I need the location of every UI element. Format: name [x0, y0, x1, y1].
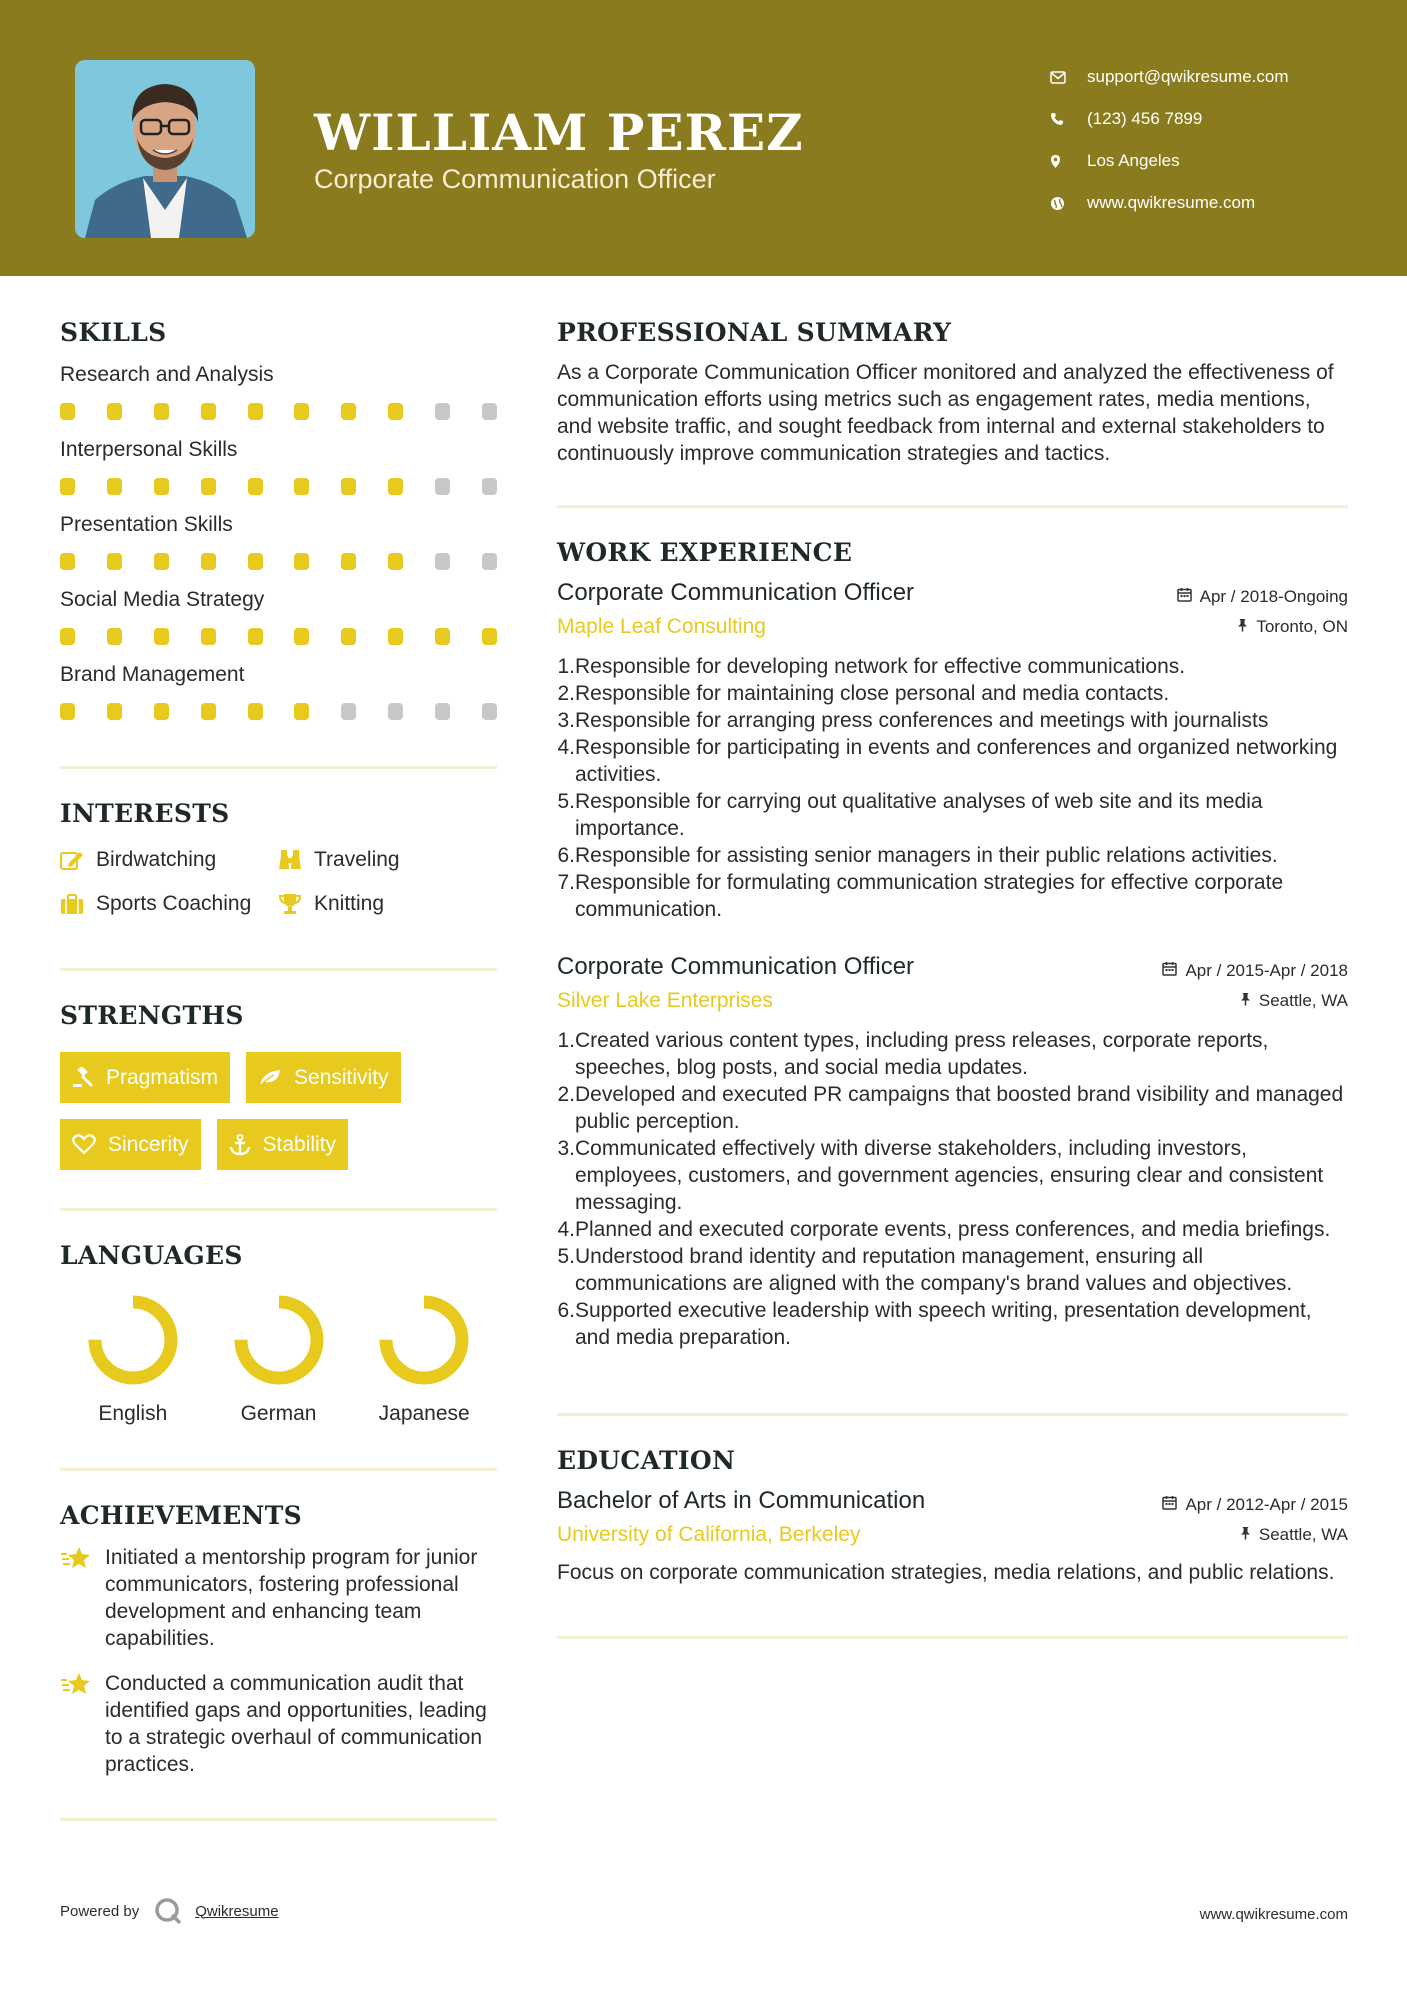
bullet-text: Communicated effectively with diverse stakeholders, including investors, employees, customers, and government agencies, ensuring clear and consistent messaging. [575, 1137, 1324, 1214]
education-date [1162, 1495, 1348, 1515]
experience-title: WORK EXPERIENCE [557, 538, 853, 567]
rating-dot-filled [248, 478, 263, 495]
rating-dot-empty [482, 478, 497, 495]
rating-dot-filled [107, 403, 122, 420]
skill-rating [60, 478, 497, 495]
strength-label: Sensitivity [294, 1065, 389, 1089]
strength-label: Sincerity [108, 1132, 189, 1156]
pushpin-icon [1240, 991, 1251, 1011]
leaf-icon [258, 1068, 282, 1088]
rating-dot-empty [435, 703, 450, 720]
job-entry [557, 579, 1348, 923]
briefcase-icon [60, 894, 96, 915]
bullet-text: Supported executive leadership with speech writing, presentation development, and media preparation. [575, 1299, 1312, 1349]
skill-rating [60, 403, 497, 420]
heart-icon [72, 1134, 96, 1155]
rating-dot-filled [154, 478, 169, 495]
section-divider [60, 968, 497, 971]
job-date-text: Apr / 2018-Ongoing [1199, 587, 1348, 606]
pushpin-icon [1237, 617, 1248, 637]
achievement-item [60, 1544, 497, 1652]
language-gauge [229, 1290, 329, 1390]
languages-section [60, 1241, 497, 1426]
binoculars-icon [278, 849, 314, 871]
rating-dot-filled [60, 478, 75, 495]
interest-label: Birdwatching [96, 848, 217, 871]
bullet-item: 2. Developed and executed PR campaigns that boosted brand visibility and managed public perception. [557, 1081, 1348, 1135]
bullet-item: 6. Responsible for assisting senior managers in their public relations activities. [557, 844, 1278, 867]
rating-dot-filled [341, 553, 356, 570]
resume-header [0, 0, 1407, 276]
rating-dot-filled [60, 403, 75, 420]
job-role: Corporate Communication Officer [557, 579, 915, 606]
rating-dot-filled [107, 703, 122, 720]
education-title: EDUCATION [557, 1446, 736, 1475]
phone-icon [1050, 112, 1087, 126]
job-role: Corporate Communication Officer [557, 953, 915, 980]
bullet-item: 7. Responsible for formulating communication strategies for effective corporate communication. [557, 869, 1348, 923]
experience-section [557, 538, 1348, 1351]
language-name: German [240, 1402, 317, 1425]
bullet-text: Responsible for developing network for effective communications. [575, 655, 1186, 678]
skill-name: Social Media Strategy [60, 588, 265, 611]
job-bullets [557, 1027, 1348, 1351]
rating-dot-empty [482, 553, 497, 570]
bullet-item: 1. Created various content types, including press releases, corporate reports, speeches, blog posts, and social media updates. [557, 1027, 1348, 1081]
bullet-item: 6. Supported executive leadership with speech writing, presentation development, and media preparation. [557, 1297, 1348, 1351]
rating-dot-filled [201, 628, 216, 645]
rating-dot-filled [435, 628, 450, 645]
skill-rating [60, 553, 497, 570]
languages-title: LANGUAGES [60, 1241, 243, 1270]
summary-text: As a Corporate Communication Officer monitored and analyzed the effectiveness of communication efforts using metrics such as engagement rates, media mentions, and website traffic, and sought feedback from internal and external stakeholders to continuously improve communication strategies and tactics. [557, 361, 1334, 465]
interest-label: Knitting [314, 892, 385, 915]
contact-phone-text: (123) 456 7899 [1087, 109, 1203, 128]
contact-location [1050, 140, 1289, 182]
rating-dot-empty [482, 703, 497, 720]
rating-dot-empty [435, 553, 450, 570]
education-section [557, 1446, 1348, 1586]
bullet-item: 3. Responsible for arranging press conferences and meetings with journalists [557, 709, 1269, 732]
envelope-icon [1050, 71, 1087, 84]
rating-dot-empty [341, 703, 356, 720]
skill-name: Brand Management [60, 663, 245, 686]
summary-title: PROFESSIONAL SUMMARY [557, 318, 952, 347]
anchor-icon [229, 1134, 251, 1156]
language-gauge [374, 1290, 474, 1390]
language-item [351, 1290, 497, 1426]
pencil-square-icon [60, 849, 96, 871]
education-entry [557, 1487, 1348, 1586]
achievement-text: Initiated a mentorship program for junior communicators, fostering professional development and enhancing team capabilities. [105, 1546, 478, 1650]
rating-dot-empty [435, 478, 450, 495]
skill-item [60, 588, 497, 645]
calendar-icon [1177, 587, 1192, 607]
rating-dot-filled [341, 628, 356, 645]
rating-dot-filled [201, 403, 216, 420]
job-location-text: Seattle, WA [1258, 991, 1348, 1010]
job-location [1240, 991, 1348, 1011]
rating-dot-filled [154, 403, 169, 420]
rating-dot-filled [388, 628, 403, 645]
education-location-text: Seattle, WA [1258, 1525, 1348, 1544]
calendar-icon [1162, 961, 1177, 981]
rating-dot-filled [388, 403, 403, 420]
bullet-item: 4. Planned and executed corporate events, press conferences, and media briefings. [557, 1218, 1331, 1241]
rating-dot-filled [248, 628, 263, 645]
interest-item [60, 890, 278, 918]
rating-dot-filled [294, 628, 309, 645]
bullet-item: 5. Understood brand identity and reputation management, ensuring all communications are aligned with the company's brand values and objectives. [557, 1243, 1348, 1297]
globe-icon [1050, 196, 1087, 211]
rating-dot-filled [248, 703, 263, 720]
section-divider [557, 1636, 1348, 1639]
section-divider [557, 1413, 1348, 1416]
interest-label: Sports Coaching [96, 892, 252, 915]
strength-label: Pragmatism [106, 1065, 219, 1089]
rating-dot-filled [388, 553, 403, 570]
strengths-section [60, 1001, 497, 1170]
strength-tag [217, 1119, 349, 1170]
strengths-title: STRENGTHS [60, 1001, 244, 1030]
strength-label: Stability [262, 1132, 337, 1156]
education-description: Focus on corporate communication strategies, media relations, and public relations. [557, 1561, 1335, 1584]
rating-dot-filled [482, 628, 497, 645]
language-gauge [83, 1290, 183, 1390]
skill-name: Interpersonal Skills [60, 438, 238, 461]
summary-section [557, 318, 1348, 467]
bullet-item: 5. Responsible for carrying out qualitative analyses of web site and its media importance. [557, 788, 1348, 842]
star-icon [60, 1544, 105, 1652]
achievement-text: Conducted a communication audit that identified gaps and opportunities, leading to a strategic overhaul of communication practices. [105, 1672, 487, 1776]
rating-dot-filled [201, 703, 216, 720]
education-location [1240, 1525, 1348, 1545]
powered-by-text: Powered by [60, 1902, 140, 1920]
skill-item [60, 363, 497, 420]
rating-dot-filled [107, 628, 122, 645]
rating-dot-empty [435, 403, 450, 420]
rating-dot-filled [154, 628, 169, 645]
contact-email[interactable] [1050, 56, 1289, 98]
brand-link[interactable]: Qwikresume [195, 1902, 279, 1920]
contact-website[interactable] [1050, 182, 1289, 224]
rating-dot-filled [388, 478, 403, 495]
bullet-text: Responsible for arranging press conferences and meetings with journalists [575, 709, 1269, 732]
skill-rating [60, 703, 497, 720]
rating-dot-filled [107, 553, 122, 570]
job-location [1237, 617, 1348, 637]
section-divider [557, 505, 1348, 508]
rating-dot-filled [248, 553, 263, 570]
school-name: University of California, Berkeley [557, 1523, 861, 1546]
strength-tag [60, 1052, 230, 1103]
section-divider [60, 766, 497, 769]
bullet-text: Responsible for formulating communication strategies for effective corporate communication. [575, 871, 1284, 921]
rating-dot-filled [294, 478, 309, 495]
bullet-text: Responsible for participating in events and conferences and organized networking activities. [575, 736, 1338, 786]
contact-email-text: support@qwikresume.com [1087, 67, 1289, 86]
gavel-icon [72, 1067, 94, 1089]
rating-dot-filled [154, 703, 169, 720]
section-divider [60, 1818, 497, 1821]
language-name: Japanese [378, 1402, 470, 1425]
achievements-title: ACHIEVEMENTS [60, 1501, 302, 1530]
profile-photo [75, 60, 255, 238]
skill-item [60, 513, 497, 570]
skills-section [60, 318, 497, 720]
candidate-title: Corporate Communication Officer [314, 164, 716, 194]
section-divider [60, 1468, 497, 1471]
interest-item [60, 846, 278, 874]
contact-list [1050, 56, 1289, 224]
job-company: Silver Lake Enterprises [557, 989, 773, 1012]
job-company: Maple Leaf Consulting [557, 615, 766, 638]
rating-dot-filled [60, 703, 75, 720]
achievement-item [60, 1670, 497, 1778]
skill-item [60, 438, 497, 495]
job-date [1177, 587, 1348, 607]
rating-dot-filled [248, 403, 263, 420]
left-column [60, 318, 497, 1821]
rating-dot-filled [294, 403, 309, 420]
contact-location-text: Los Angeles [1087, 151, 1180, 170]
degree-name: Bachelor of Arts in Communication [557, 1487, 926, 1514]
skill-item [60, 663, 497, 720]
bullet-text: Responsible for maintaining close personal and media contacts. [575, 682, 1170, 705]
skill-name: Research and Analysis [60, 363, 274, 386]
education-date-text: Apr / 2012-Apr / 2015 [1185, 1495, 1348, 1514]
rating-dot-empty [482, 403, 497, 420]
candidate-name: WILLIAM PEREZ [314, 103, 804, 162]
bullet-text: Responsible for assisting senior managers in their public relations activities. [575, 844, 1278, 867]
footer-branding [60, 1896, 279, 1926]
footer-website-link[interactable]: www.qwikresume.com [1199, 1906, 1348, 1923]
job-date-text: Apr / 2015-Apr / 2018 [1185, 961, 1348, 980]
job-entry [557, 953, 1348, 1351]
pushpin-icon [1240, 1525, 1251, 1545]
bullet-item: 4. Responsible for participating in events and conferences and organized networking activities. [557, 734, 1348, 788]
bullet-text: Understood brand identity and reputation management, ensuring all communications are aligned with the company's brand values and objectives. [575, 1245, 1293, 1295]
job-location-text: Toronto, ON [1256, 617, 1348, 636]
strength-tag [60, 1119, 201, 1170]
rating-dot-filled [341, 478, 356, 495]
language-item [60, 1290, 206, 1426]
rating-dot-filled [294, 553, 309, 570]
job-date [1162, 961, 1348, 981]
bullet-item: 2. Responsible for maintaining close personal and media contacts. [557, 682, 1170, 705]
rating-dot-filled [107, 478, 122, 495]
interest-item [278, 846, 497, 874]
job-bullets [557, 653, 1348, 923]
rating-dot-filled [154, 553, 169, 570]
bullet-item: 1. Responsible for developing network for effective communications. [557, 655, 1186, 678]
interest-label: Traveling [314, 848, 400, 871]
achievements-section [60, 1501, 497, 1778]
bullet-text: Responsible for carrying out qualitative analyses of web site and its media importance. [575, 790, 1263, 840]
section-divider [60, 1208, 497, 1211]
rating-dot-filled [341, 403, 356, 420]
bullet-item: 3. Communicated effectively with diverse stakeholders, including investors, employees, customers, and government agencies, ensuring clear and consistent messaging. [557, 1135, 1348, 1216]
skill-rating [60, 628, 497, 645]
strength-tag [246, 1052, 401, 1103]
rating-dot-empty [388, 703, 403, 720]
language-item [206, 1290, 352, 1426]
rating-dot-filled [201, 553, 216, 570]
contact-phone[interactable] [1050, 98, 1289, 140]
skills-title: SKILLS [60, 318, 167, 347]
bullet-text: Created various content types, including press releases, corporate reports, speeches, blog posts, and social media updates. [575, 1029, 1269, 1079]
location-pin-icon [1050, 154, 1087, 169]
contact-website-text: www.qwikresume.com [1087, 193, 1256, 212]
skill-name: Presentation Skills [60, 513, 233, 536]
language-name: English [98, 1402, 168, 1425]
interests-title: INTERESTS [60, 799, 230, 828]
rating-dot-filled [201, 478, 216, 495]
bullet-text: Developed and executed PR campaigns that boosted brand visibility and managed public perception. [575, 1083, 1344, 1133]
right-column [557, 318, 1348, 1639]
trophy-icon [278, 893, 314, 915]
star-icon [60, 1670, 105, 1778]
rating-dot-filled [294, 703, 309, 720]
interest-item [278, 890, 497, 918]
rating-dot-filled [60, 628, 75, 645]
qwikresume-logo-icon [153, 1896, 183, 1926]
bullet-text: Planned and executed corporate events, press conferences, and media briefings. [575, 1218, 1331, 1241]
calendar-icon [1162, 1495, 1177, 1515]
interests-section [60, 799, 497, 918]
rating-dot-filled [60, 553, 75, 570]
